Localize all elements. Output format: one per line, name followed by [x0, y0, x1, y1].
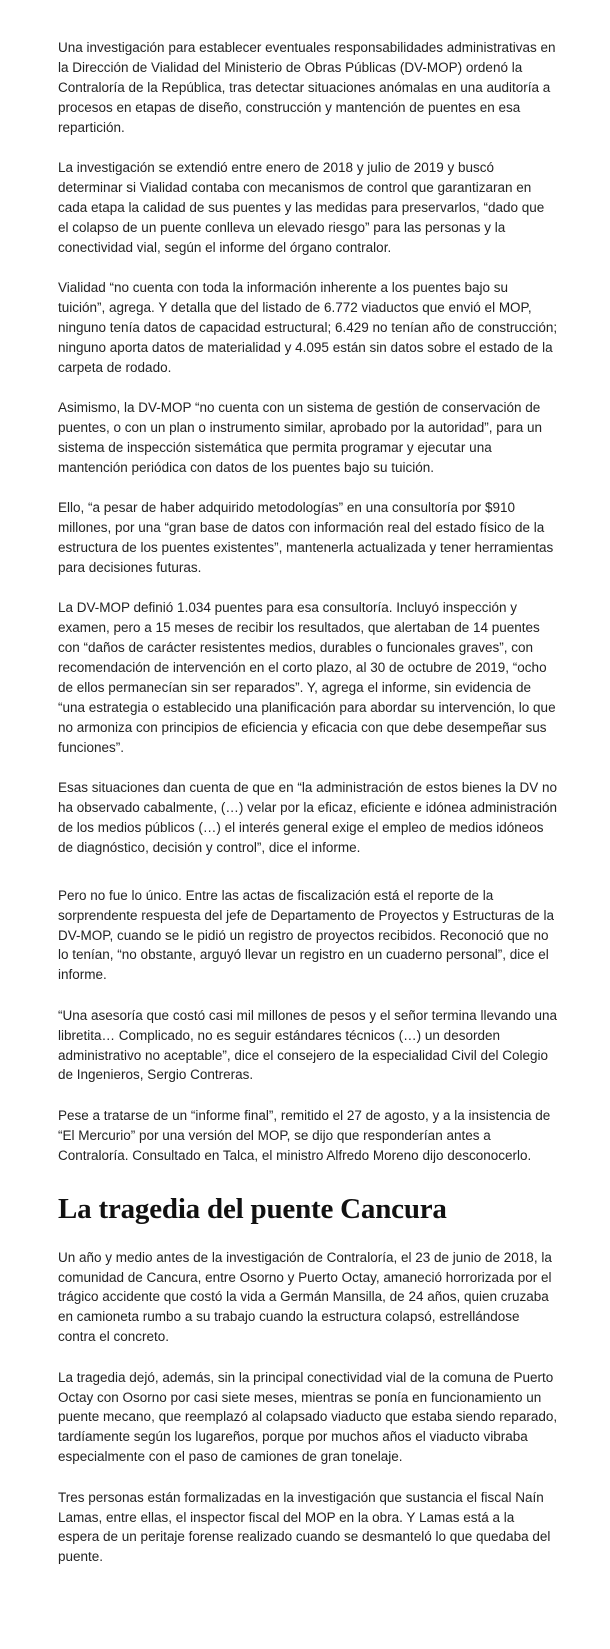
paragraph: Asimismo, la DV-MOP “no cuenta con un sistema de gestión de conservación de puentes, o con un plan o instrumento similar, aprobado por la autoridad”, para un sistema de inspección sistemática que permita programar y ejecutar una mantención periódica con datos de los puentes bajo su tuición.	[58, 400, 543, 475]
paragraph: Pero no fue lo único. Entre las actas de fiscalización está el reporte de la sorprendente respuesta del jefe de Departamento de Proyectos y Estructuras de la DV-MOP, cuando se le pidió un registro de proyectos recibidos. Reconoció que no lo tenían, “no obstante, arguyó llevar un registro en un cuaderno personal”, dice el informe.	[58, 887, 555, 983]
paragraph: La investigación se extendió entre enero de 2018 y julio de 2019 y buscó determinar si Vialidad contaba con mecanismos de control que garantizaran en cada etapa la calidad de sus puentes y las medidas para preservarlos, “dado que el colapso de un puente conlleva un elevado riesgo” para las personas y la conectividad vial, según el informe del órgano contralor.	[58, 160, 545, 255]
paragraph: Esas situaciones dan cuenta de que en “la administración de estos bienes la DV no ha observado cabalmente, (…) velar por la eficaz, eficiente e idónea administración de los medios públicos (…) el interés general exige el empleo de medios idóneos de diagnóstico, decisión y control”, dice el informe.	[58, 780, 558, 855]
paragraph: Pese a tratarse de un “informe final”, remitido el 27 de agosto, y a la insistencia de “El Mercurio” por una versión del MOP, se dijo que responderían antes a Contraloría. Consultado en Talca, el ministro Alfredo Moreno dijo desconocerlo.	[58, 1107, 551, 1163]
paragraph: Vialidad “no cuenta con toda la información inherente a los puentes bajo su tuición”, agrega. Y detalla que del listado de 6.772 viaductos que envió el MOP, ninguno tenía datos de capacidad estructural; 6.429 no tenían año de construcción; ninguno aporta datos de materialidad y 4.095 están sin datos sobre el estado de la carpeta de rodado.	[58, 280, 558, 375]
paragraph: Ello, “a pesar de haber adquirido metodologías” en una consultoría por $910 millones, por una “gran base de datos con información real del estado físico de la estructura de los puentes existentes”, mantenerla actualizada y tener herramientas para decisiones futuras.	[58, 500, 554, 575]
article-body	[58, 38, 558, 1588]
paragraph: La DV-MOP definió 1.034 puentes para esa consultoría. Incluyó inspección y examen, pero a 15 meses de recibir los resultados, que alertaban de 14 puentes con “daños de carácter resistentes medios, durables o funcionales graves”, con recomendación de intervención en el corto plazo, al 30 de octubre de 2019, “ocho de ellos permanecían sin ser reparados”. Y, agrega el informe, sin evidencia de “una estrategia o establecido una planificación para abordar su intervención, lo que no armoniza con principios de eficiencia y eficacia con que debe desempeñar sus funciones”.	[58, 600, 556, 755]
section-heading: La tragedia del puente Cancura	[58, 1192, 447, 1225]
paragraph: Tres personas están formalizadas en la investigación que sustancia el fiscal Naín Lamas, entre ellas, el inspector fiscal del MOP en la obra. Y Lamas está a la espera de un peritaje forense realizado cuando se desmanteló lo que quedaba del puente.	[58, 1489, 551, 1565]
paragraph: Una investigación para establecer eventuales responsabilidades administrativas en la Dirección de Vialidad del Ministerio de Obras Públicas (DV-MOP) ordenó la Contraloría de la República, tras detectar situaciones anómalas en una auditoría a procesos en etapas de diseño, construcción y mantención de puentes en esa repartición.	[58, 40, 556, 135]
paragraph: La tragedia dejó, además, sin la principal conectividad vial de la comuna de Puerto Octay con Osorno por casi siete meses, mientras se ponía en funcionamiento un puente mecano, que reemplazó al colapsado viaducto que estaba siendo reparado, tardíamente según los lugareños, porque por muchos años el viaducto vibraba especialmente con el paso de camiones de gran tonelaje.	[58, 1369, 558, 1465]
paragraph: “Una asesoría que costó casi mil millones de pesos y el señor termina llevando una libretita… Complicado, no es seguir estándares técnicos (…) un desorden administrativo no aceptable”, dice el consejero de la especialidad Civil del Colegio de Ingenieros, Sergio Contreras.	[58, 1007, 558, 1083]
paragraph: Un año y medio antes de la investigación de Contraloría, el 23 de junio de 2018, la comunidad de Cancura, entre Osorno y Puerto Octay, amaneció horrorizada por el trágico accidente que costó la vida a Germán Mansilla, de 24 años, quien cruzaba en camioneta rumbo a su trabajo cuando la estructura colapsó, estrellándose contra el concreto.	[58, 1249, 552, 1345]
